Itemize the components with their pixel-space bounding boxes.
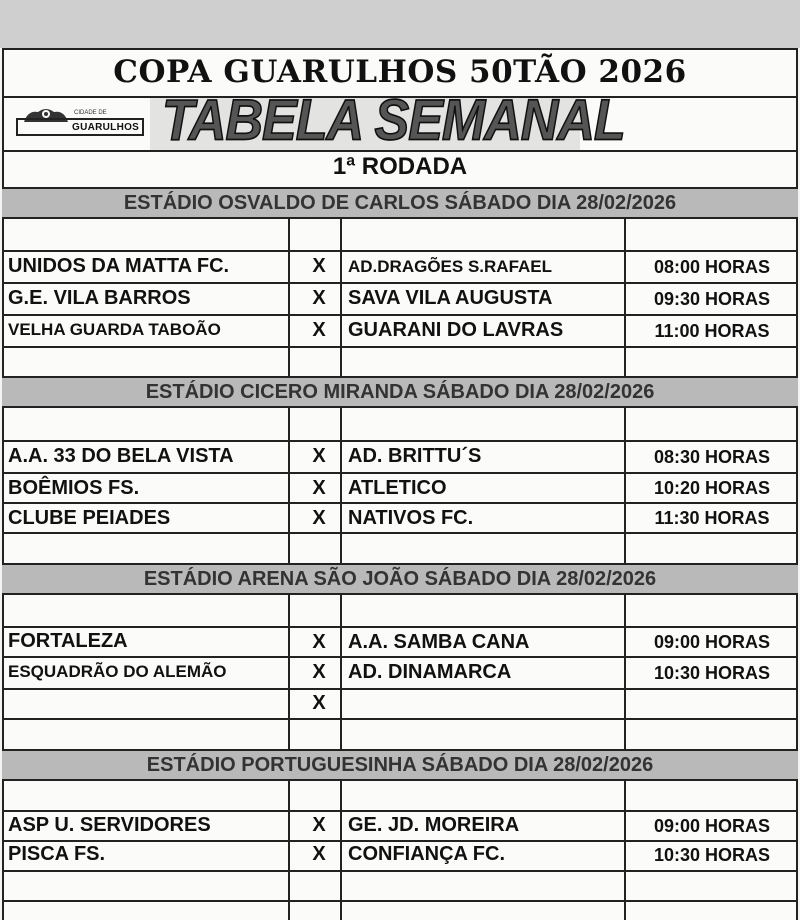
match-time: 10:30 HORAS bbox=[653, 663, 771, 683]
away-team: AD. DINAMARCA bbox=[348, 661, 512, 683]
versus-mark: X bbox=[312, 507, 326, 529]
top-gray-band bbox=[0, 0, 800, 48]
home-team: VELHA GUARDA TABOÃO bbox=[8, 320, 221, 339]
venue-header: ESTÁDIO ARENA SÃO JOÃO SÁBADO DIA 28/02/2026 bbox=[2, 563, 798, 595]
away-team: SAVA VILA AUGUSTA bbox=[348, 287, 553, 309]
away-team: NATIVOS FC. bbox=[348, 507, 474, 529]
match-time: 10:20 HORAS bbox=[653, 478, 771, 498]
row-divider bbox=[2, 346, 798, 348]
page-title: COPA GUARULHOS 50TÃO 2026 bbox=[113, 54, 687, 90]
column-divider bbox=[340, 595, 342, 749]
home-team: UNIDOS DA MATTA FC. bbox=[8, 255, 230, 277]
venue-header: ESTÁDIO OSVALDO DE CARLOS SÁBADO DIA 28/02/2026 bbox=[2, 187, 798, 219]
row-divider bbox=[2, 688, 798, 690]
venue-header: ESTÁDIO PORTUGUESINHA SÁBADO DIA 28/02/2026 bbox=[2, 749, 798, 781]
row-divider bbox=[2, 472, 798, 474]
row-divider bbox=[2, 626, 798, 628]
logo-wordmark: GUARULHOS bbox=[72, 122, 140, 133]
versus-mark: X bbox=[312, 843, 326, 865]
match-time: 09:30 HORAS bbox=[653, 289, 771, 309]
away-team: ATLETICO bbox=[348, 477, 447, 499]
away-team: AD. BRITTU´S bbox=[348, 445, 482, 467]
column-divider bbox=[340, 781, 342, 920]
subtitle-divider bbox=[2, 150, 798, 152]
column-divider bbox=[288, 408, 290, 563]
row-divider bbox=[2, 502, 798, 504]
column-divider bbox=[288, 781, 290, 920]
match-time: 08:00 HORAS bbox=[653, 257, 771, 277]
versus-mark: X bbox=[312, 319, 326, 341]
home-team: BOÊMIOS FS. bbox=[8, 477, 140, 499]
row-divider bbox=[2, 840, 798, 842]
row-divider bbox=[2, 810, 798, 812]
away-team: GE. JD. MOREIRA bbox=[348, 814, 520, 836]
city-logo bbox=[16, 104, 146, 138]
logo-caption: CIDADE DE bbox=[74, 110, 107, 116]
row-divider bbox=[2, 532, 798, 534]
row-divider bbox=[2, 870, 798, 872]
versus-mark: X bbox=[312, 661, 326, 683]
match-time: 08:30 HORAS bbox=[653, 447, 771, 467]
row-divider bbox=[2, 656, 798, 658]
versus-mark: X bbox=[312, 287, 326, 309]
home-team: ASP U. SERVIDORES bbox=[8, 814, 211, 836]
row-divider bbox=[2, 900, 798, 902]
round-label: 1ª RODADA bbox=[332, 153, 468, 180]
home-team: A.A. 33 DO BELA VISTA bbox=[8, 445, 234, 467]
column-divider bbox=[340, 408, 342, 563]
away-team: A.A. SAMBA CANA bbox=[348, 631, 530, 653]
versus-mark: X bbox=[312, 445, 326, 467]
home-team: CLUBE PEIADES bbox=[8, 507, 171, 529]
page-subtitle: TABELA SEMANAL bbox=[162, 89, 625, 153]
match-time: 09:00 HORAS bbox=[653, 632, 771, 652]
row-divider bbox=[2, 250, 798, 252]
column-divider bbox=[340, 219, 342, 376]
column-divider bbox=[288, 219, 290, 376]
row-divider bbox=[2, 314, 798, 316]
home-team: PISCA FS. bbox=[8, 843, 106, 865]
column-divider bbox=[288, 595, 290, 749]
home-team: G.E. VILA BARROS bbox=[8, 287, 191, 309]
match-time: 11:00 HORAS bbox=[654, 321, 770, 341]
versus-mark: X bbox=[312, 631, 326, 653]
match-time: 09:00 HORAS bbox=[653, 816, 771, 836]
row-divider bbox=[2, 718, 798, 720]
versus-mark: X bbox=[312, 255, 326, 277]
away-team: AD.DRAGÕES S.RAFAEL bbox=[348, 257, 553, 276]
row-divider bbox=[2, 440, 798, 442]
home-team: FORTALEZA bbox=[8, 630, 128, 652]
venue-header: ESTÁDIO CICERO MIRANDA SÁBADO DIA 28/02/2026 bbox=[2, 376, 798, 408]
away-team: GUARANI DO LAVRAS bbox=[348, 319, 564, 341]
versus-mark: X bbox=[312, 814, 326, 836]
match-time: 10:30 HORAS bbox=[653, 845, 771, 865]
versus-mark: X bbox=[312, 692, 326, 714]
away-team: CONFIANÇA FC. bbox=[348, 843, 506, 865]
versus-mark: X bbox=[312, 477, 326, 499]
home-team: ESQUADRÃO DO ALEMÃO bbox=[8, 662, 227, 681]
row-divider bbox=[2, 282, 798, 284]
match-time: 11:30 HORAS bbox=[654, 508, 770, 528]
